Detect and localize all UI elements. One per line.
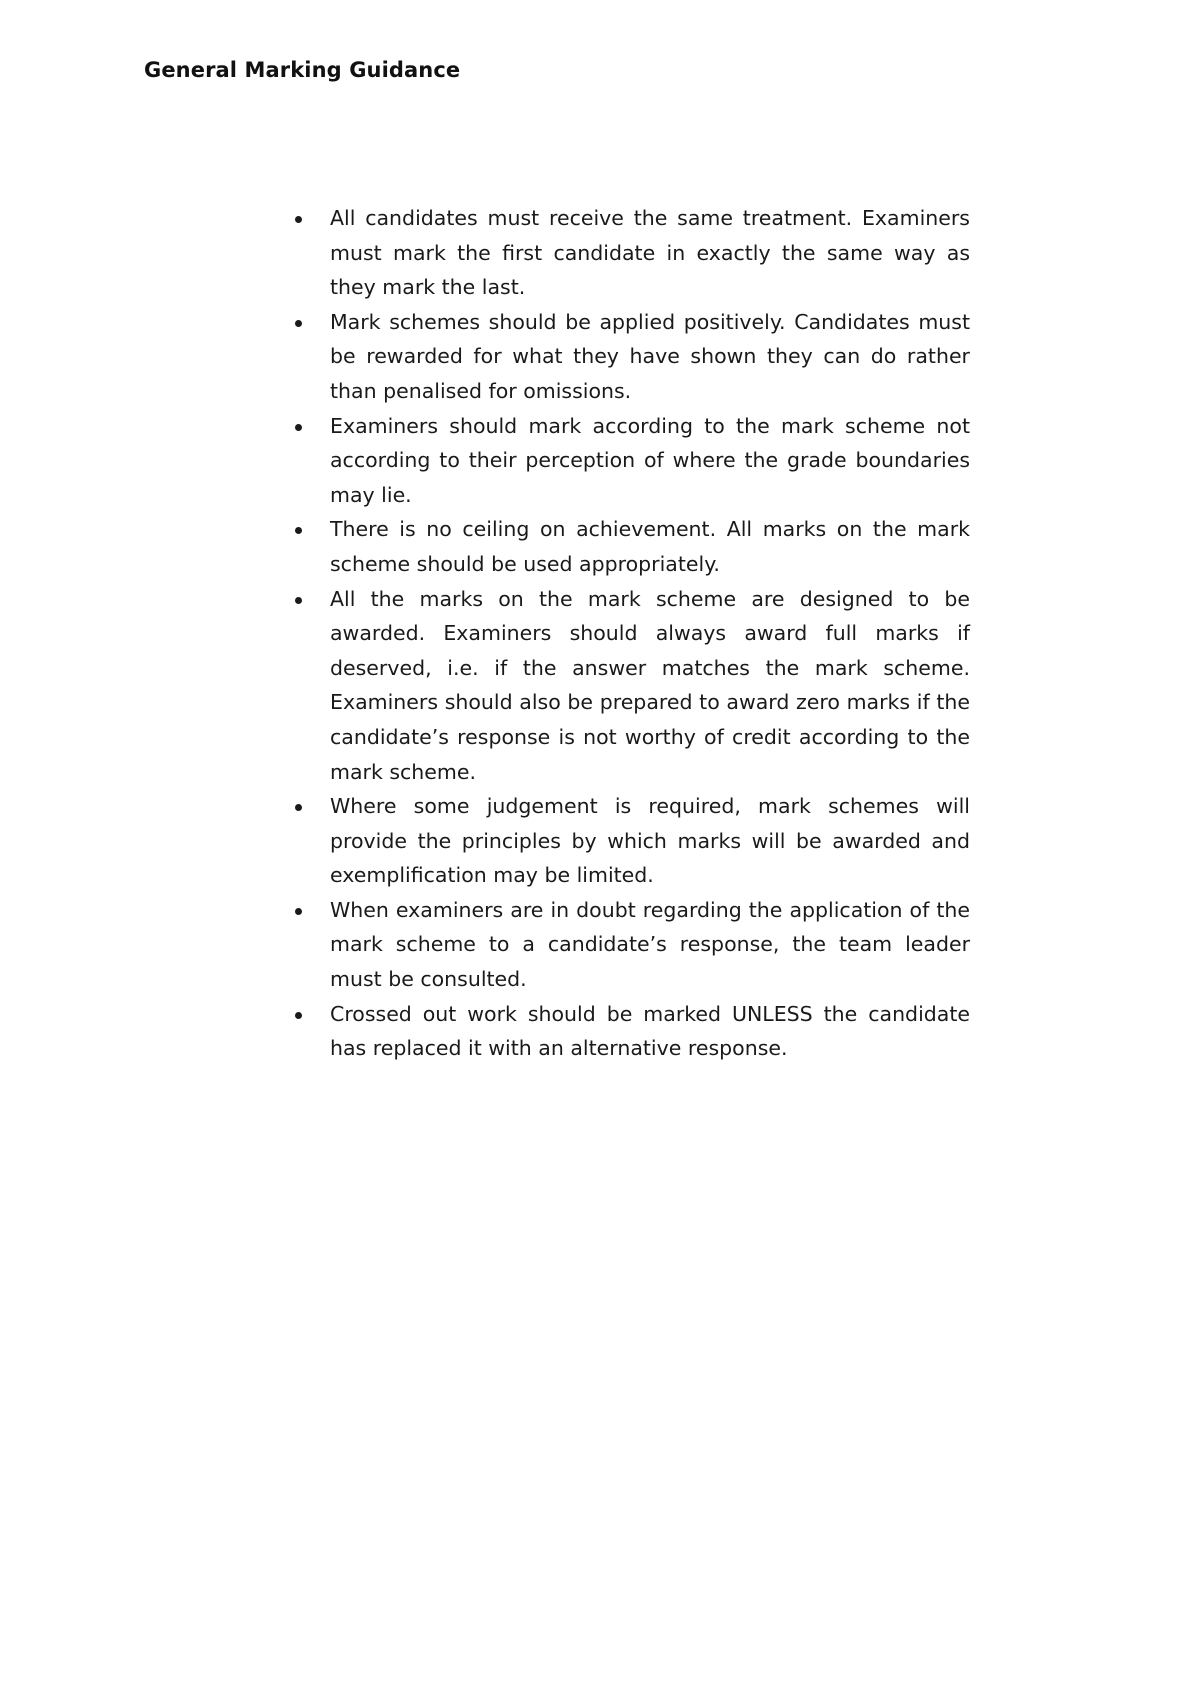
bullet-icon bbox=[295, 424, 302, 431]
guidance-list bbox=[290, 201, 970, 1066]
list-item bbox=[290, 201, 970, 305]
bullet-icon bbox=[295, 804, 302, 811]
list-item bbox=[290, 305, 970, 409]
list-item bbox=[290, 582, 970, 790]
list-item-text: Examiners should mark according to the mark scheme not according to their perception of where the grade boundaries may lie. bbox=[330, 413, 970, 507]
list-item-text: Crossed out work should be marked UNLESS the candidate has replaced it with an alternative response. bbox=[330, 1001, 970, 1061]
bullet-icon bbox=[295, 908, 302, 915]
bullet-icon bbox=[295, 597, 302, 604]
bullet-icon bbox=[295, 216, 302, 223]
list-item bbox=[290, 409, 970, 513]
list-item-text: All candidates must receive the same treatment. Examiners must mark the first candidate in exactly the same way as they mark the last. bbox=[330, 206, 970, 300]
list-item-text: There is no ceiling on achievement. All marks on the mark scheme should be used appropriately. bbox=[330, 517, 970, 576]
list-item-text: All the marks on the mark scheme are designed to be awarded. Examiners should always award full marks if deserved, i.e. if the answer matches the mark scheme. Examiners should also be prepared to award zero marks if the candidate’s response is not worthy of credit according to the mark scheme. bbox=[330, 586, 970, 784]
list-item-text: Where some judgement is required, mark schemes will provide the principles by which marks will be awarded and exemplification may be limited. bbox=[330, 794, 970, 888]
list-item bbox=[290, 997, 970, 1066]
bullet-icon bbox=[295, 1012, 302, 1019]
list-item bbox=[290, 893, 970, 997]
bullet-icon bbox=[295, 320, 302, 327]
list-item bbox=[290, 789, 970, 893]
page-title: General Marking Guidance bbox=[144, 58, 461, 82]
list-item-text: Mark schemes should be applied positively. Candidates must be rewarded for what they have shown they can do rather than penalised for omissions. bbox=[330, 309, 970, 403]
list-item-text: When examiners are in doubt regarding the application of the mark scheme to a candidate’s response, the team leader must be consulted. bbox=[330, 897, 970, 992]
bullet-icon bbox=[295, 527, 302, 534]
list-item bbox=[290, 512, 970, 581]
